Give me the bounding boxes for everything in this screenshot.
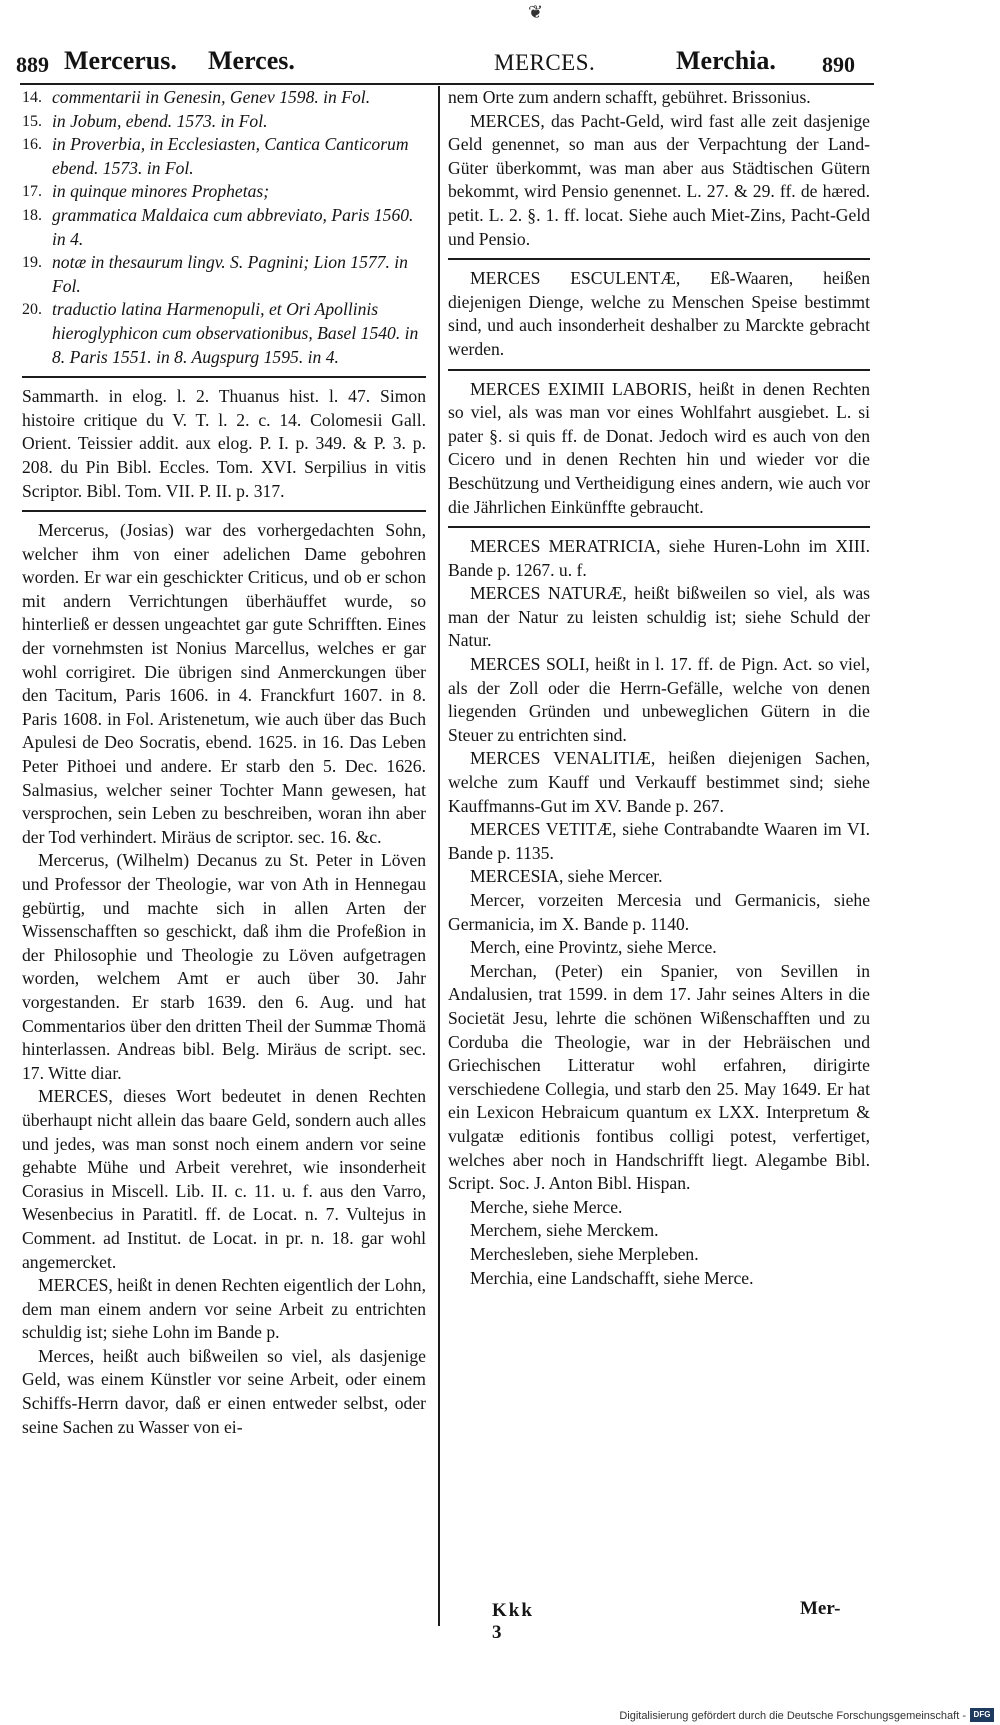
running-header	[16, 46, 868, 82]
entry-merch: Merch, eine Provintz, siehe Merce.	[470, 937, 717, 958]
entry-mercerus-josias: Mercerus, (Josias) war des vorhergedachten Sohn, welcher ihm von einer adelichen Dame gebohren worden. Er war ein geschickter Criticus, und ob er schon mit andern Verrichtungen überhäuffet wurde, so hinterließ er dessen ungeachtet gar gute Schrifften. Eines der vornehmsten ist Nonius Marcellus, welches er gar wohl corrigiret. Die übrigen sind Anmerckungen über den Tacitum, Paris 1606. in 4. Franckfurt 1607. in 8. Paris 1608. in Fol. Aristenetum, wie auch über das Buch Apulesi de Deo Socratis, ebend. 1625. in 16. Das Leben Peter Pithoei und andere. Er starb den 5. Dec. 1626. Salmasius, welcher seiner Tochter Mann gewesen, hat versprochen, sein Leben zu beschreiben, woran ihn aber der Tod verhindert. Miräus de scriptor. sec. 16. &c.	[22, 520, 426, 847]
entry-merces-esculentae: MERCES ESCULENTÆ, Eß-Waaren, heißen diejenigen Dienge, welche zu Menschen Speise bestimmt sind, und auch insonderheit deshalber zu Marckte gebracht werden.	[448, 268, 870, 359]
entry-divider	[22, 376, 426, 378]
entry-mercerus-wilhelm: Mercerus, (Wilhelm) Decanus zu St. Peter in Löven und Professor der Theologie, war von Ath in Hennegau gebürtig, und machte sich in allen Arten der Wissenschafften so geschickt, daß ihm die Profeßion in der Philosophie und Theologie zu Löven aufgetragen worden, welchem Amt er auch über 30. Jahr vorgestanden. Er starb 1639. den 6. Aug. und hat Commentarios über den dritten Theil der Summæ Thomä hinterlassen. Andreas bibl. Belg. Miräus de script. sec. 17. Witte diar.	[22, 850, 426, 1083]
list-item: 15. in Jobum, ebend. 1573. in Fol.	[22, 110, 268, 131]
entry-divider	[22, 510, 426, 512]
entry-divider	[448, 369, 870, 371]
list-item: 19. notæ in thesaurum lingv. S. Pagnini; Lion 1577. in Fol.	[22, 252, 408, 296]
entry-divider	[448, 258, 870, 260]
list-item: 14. commentarii in Genesin, Genev 1598. in Fol.	[22, 87, 371, 107]
entry-merces-soli: MERCES SOLI, heißt in l. 17. ff. de Pign. Act. so viel, als der Zoll oder die Herrn-Gefälle, welche von denen liegenden Gründen und unbeweglichen Gütern in die Steuer zu entrichten sind.	[448, 654, 870, 745]
left-page-number: 889	[16, 52, 49, 77]
dfg-logo-icon: DFG	[970, 1708, 994, 1722]
entry-merchem: Merchem, siehe Merckem.	[470, 1220, 659, 1241]
left-headword-1: Mercerus.	[64, 46, 177, 75]
entry-divider	[448, 526, 870, 528]
entry-merces-1: MERCES, dieses Wort bedeutet in denen Rechten überhaupt nicht allein das baare Geld, sondern auch alles und jedes, was man sonst noch einem andern vor seine gehabte Mühe und Arbeit verehret, wie insonderheit Corasius in Miscell. Lib. II. c. 11. u. f. aus den Varro, Wesenbecius in Paratitl. ff. de Locat. n. 7. Vultejus in Comment. ad Institut. de Locat. in pr. n. 18. gar wohl angemercket.	[22, 1086, 426, 1272]
entry-merces-venalitiae: MERCES VENALITIÆ, heißen diejenigen Sachen, welche zum Kauff und Verkauff bestimmet sind; siehe Kauffmanns-Gut im XV. Bande p. 267.	[448, 748, 870, 816]
column-divider	[438, 86, 440, 1626]
list-item: 17. in quinque minores Prophetas;	[22, 181, 270, 202]
left-column	[22, 86, 426, 1439]
ornament-icon: ❦	[528, 2, 544, 23]
entry-mercesia: MERCESIA, siehe Mercer.	[470, 866, 663, 887]
header-rule	[20, 83, 874, 85]
left-headword-2: Merces.	[208, 46, 295, 75]
entry-merche: Merche, siehe Merce.	[470, 1196, 623, 1217]
list-item: 20. traductio latina Harmenopuli, et Ori Apollinis hieroglyphicon cum observationibus, Basel 1540. in 8. Paris 1551. in 8. Augspurg 1595. in 4.	[22, 299, 419, 367]
dfg-footer-bar	[0, 1703, 1000, 1725]
right-page-number: 890	[822, 52, 855, 77]
catchword: Mer-	[800, 1598, 841, 1619]
entry-merces-naturae: MERCES NATURÆ, heißt bißweilen so viel, als was man der Natur zu leisten schuldig ist; siehe Schuld der Natur.	[448, 583, 870, 651]
entry-merces-3: Merces, heißt auch bißweilen so viel, als dasjenige Geld, was einem Künstler vor seine Arbeit, oder einem Schiffs-Herrn davor, daß er einen entweder selbst, oder seine Sachen zu Wasser von ei-	[22, 1345, 426, 1437]
entry-merchan: Merchan, (Peter) ein Spanier, von Sevillen in Andalusien, trat 1599. in dem 17. Jahr seines Alters in die Societät Jesu, lehrte die schönen Wißenschafften und zu Corduba die Theologie, war in der Hebräischen und Griechischen Litteratur wohl erfahren, dirigirte verschiedene Collegia, und starb den 25. May 1649. Er hat ein Lexicon Hebraicum quantum ex LXX. Interpretum & vulgatæ editionis fontibus colligi potest, verfertiget, welches aber noch in Handschrifft liegt. Alegambe Bibl. Script. Soc. J. Anton Bibl. Hispan.	[448, 960, 870, 1194]
right-headword: Merchia.	[676, 46, 776, 75]
right-column	[448, 86, 870, 1290]
entry-merces-eximii: MERCES EXIMII LABORIS, heißt in denen Rechten so viel, als was man vor eines Wohlfahrt ausgiebet. L. si pater §. si quis ff. de Donat. Jedoch wird es auch von den Cicero und in denen Rechten hin und wieder vor die Beschützung und Vertheidigung eines andern, wie auch vor die Jährlichen Einkünffte gebraucht.	[448, 378, 870, 517]
entry-mercer: Mercer, vorzeiten Mercesia und Germanicis, siehe Germanicia, im X. Bande p. 1140.	[448, 890, 870, 934]
references-paragraph: Sammarth. in elog. l. 2. Thuanus hist. l. 47. Simon histoire critique du V. T. l. 2. c. 14. Colomesii Gall. Orient. Teissier addit. aux elog. P. I. p. 349. & P. 3. p. 208. du Pin Bibl. Eccles. Tom. XVI. Serpilius in vitis Scriptor. Bibl. Tom. VII. P. II. p. 317.	[22, 386, 426, 501]
continuation-paragraph: nem Orte zum andern schafft, gebühret. Brissonius.	[448, 87, 811, 107]
entry-merces-meratricia: MERCES MERATRICIA, siehe Huren-Lohn im XIII. Bande p. 1267. u. f.	[448, 536, 870, 580]
entry-merces-2: MERCES, heißt in denen Rechten eigentlich der Lohn, dem man einem andern vor seine Arbeit zu entrichten schuldig ist; siehe Lohn im Bande p.	[22, 1275, 426, 1343]
list-item: 18. grammatica Maldaica cum abbreviato, Paris 1560. in 4.	[22, 204, 414, 249]
dfg-credit-text: Digitalisierung gefördert durch die Deutsche Forschungsgemeinschaft -	[619, 1710, 966, 1722]
entry-merces-pacht: MERCES, das Pacht-Geld, wird fast alle zeit dasjenige Geld genennet, so man aus der Verpachtung der Land-Güter überkommt, was man aber aus Städtischen Gütern bekommt, wird Pensio genennet. L. 27. & 29. ff. de hæred. petit. L. 2. §. 1. ff. locat. Siehe auch Miet-Zins, Pacht-Geld und Pensio.	[448, 110, 870, 249]
list-item: 16. in Proverbia, in Ecclesiasten, Cantica Canticorum ebend. 1573. in Fol.	[22, 134, 409, 178]
center-headword: MERCES.	[494, 50, 596, 75]
signature-mark: Kkk 3	[492, 1600, 534, 1643]
entry-merces-vetitae: MERCES VETITÆ, siehe Contrabandte Waaren im VI. Bande p. 1135.	[448, 819, 870, 863]
entry-merchesleben: Merchesleben, siehe Merpleben.	[470, 1243, 699, 1264]
entry-merchia: Merchia, eine Landschafft, siehe Merce.	[470, 1267, 754, 1288]
